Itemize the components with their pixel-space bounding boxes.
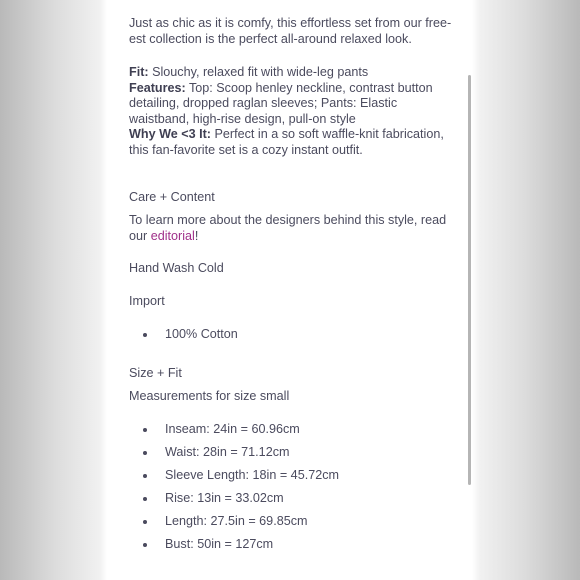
- size-fit-heading: Size + Fit: [129, 366, 182, 380]
- designers-paragraph: [129, 213, 459, 244]
- care-heading: Care + Content: [129, 190, 215, 204]
- features-label: Features:: [129, 80, 186, 95]
- designers-line-1: To learn more about the designers behind this style, read: [129, 213, 447, 227]
- why-line-2: this fan-favorite set is a cozy instant outfit.: [129, 142, 363, 157]
- measurement-waist: Waist: 28in = 71.12cm: [165, 445, 290, 459]
- measurement-bust: Bust: 50in = 127cm: [165, 537, 274, 551]
- bullet-icon: [143, 543, 147, 547]
- features-line-2: detailing, dropped raglan sleeves; Pants: Elastic: [129, 96, 398, 111]
- description-line-2: est collection is the perfect all-around relaxed look.: [129, 31, 412, 46]
- details-paragraph: [129, 65, 459, 159]
- designers-prefix: our: [129, 228, 151, 243]
- bullet-icon: [143, 428, 147, 432]
- features-line-1: Top: Scoop henley neckline, contrast button: [185, 80, 433, 95]
- editorial-link[interactable]: editorial: [150, 228, 195, 243]
- measurements-subheading: Measurements for size small: [129, 389, 290, 403]
- why-label: Why We <3 It:: [129, 127, 211, 142]
- wash-instructions: Hand Wash Cold: [129, 261, 224, 275]
- bullet-icon: [143, 497, 147, 501]
- material-text: 100% Cotton: [165, 327, 238, 341]
- measurement-length: Length: 27.5in = 69.85cm: [165, 514, 308, 528]
- origin-text: Import: [129, 294, 165, 308]
- fit-label: Fit:: [129, 65, 149, 79]
- why-line-1: Perfect in a so soft waffle-knit fabrication,: [211, 127, 444, 142]
- fit-text: Slouchy, relaxed fit with wide-leg pants: [148, 65, 369, 79]
- features-line-3: waistband, high-rise design, pull-on style: [129, 111, 356, 126]
- measurement-rise: Rise: 13in = 33.02cm: [165, 491, 284, 505]
- bullet-icon: [143, 474, 147, 478]
- vertical-scrollbar[interactable]: [468, 75, 471, 485]
- measurement-inseam: Inseam: 24in = 60.96cm: [165, 422, 300, 436]
- product-details-panel: [107, 0, 472, 580]
- bullet-icon: [143, 333, 147, 337]
- measurement-sleeve-length: Sleeve Length: 18in = 45.72cm: [165, 468, 339, 482]
- description-paragraph: [129, 16, 459, 47]
- bullet-icon: [143, 520, 147, 524]
- designers-suffix: !: [194, 228, 199, 243]
- description-line-1: Just as chic as it is comfy, this effortless set from our free-: [129, 16, 452, 30]
- bullet-icon: [143, 451, 147, 455]
